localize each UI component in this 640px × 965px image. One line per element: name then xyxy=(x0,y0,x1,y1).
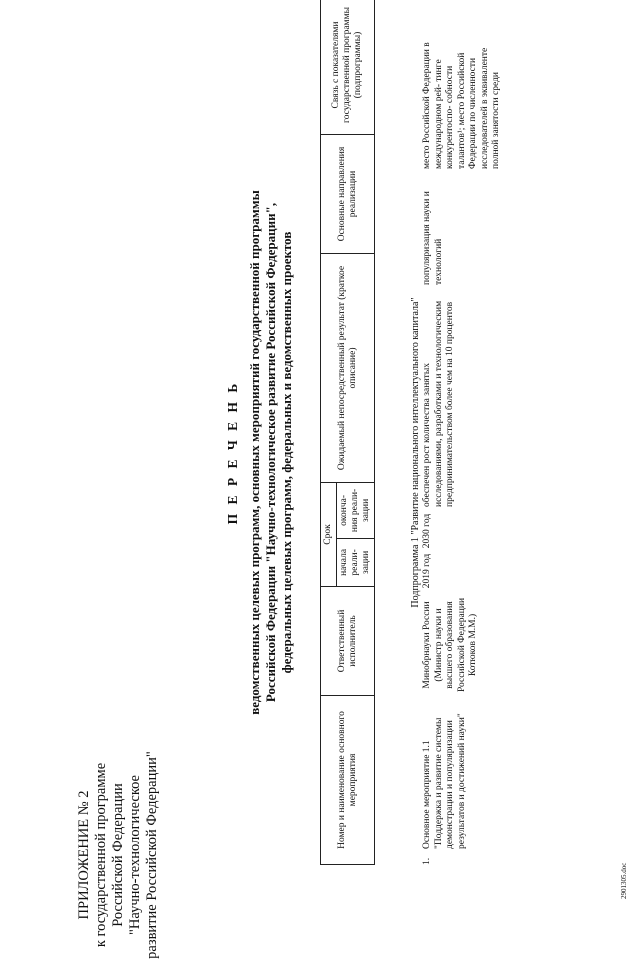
row-result: обеспечен рост количества занятых исследованиями, разработками и технологическим предпринимательством более чем на 10 процентов xyxy=(422,300,455,507)
row-start: 2019 год xyxy=(422,553,432,589)
appendix-number: ПРИЛОЖЕНИЕ № 2 xyxy=(76,790,92,920)
subtitle-line: Российской Федерации "Научно-технологическое развитие Российской Федерации", xyxy=(263,202,278,703)
row-end: 2030 год xyxy=(422,513,432,549)
row-executor: Минобрнауки России (Министр науки и высшего образования Российской Федерации Котюков М.М.) xyxy=(422,597,478,693)
row-number: 1. xyxy=(422,857,432,865)
appendix-header xyxy=(76,745,161,965)
appendix-line: к государственной программе xyxy=(93,762,109,948)
measures-table-header xyxy=(320,0,375,865)
document-title: П Е Р Е Ч Е Н Ь xyxy=(225,380,240,525)
row-link: место Российской Федерации в международном рей- тинге конкурентоспо- собности талантов¹; место Российской Федерации по численности исследователей в эквиваленте полной занятости среди xyxy=(422,42,501,169)
header-end: оконча- ния реали- зации xyxy=(337,483,375,539)
appendix-line: Российской Федерации xyxy=(110,783,126,927)
document-subtitle xyxy=(247,0,295,905)
row-directions: популяризация науки и технологий xyxy=(422,191,444,285)
subtitle-line: ведомственных целевых программ, основных мероприятий государственной программы xyxy=(247,190,262,715)
header-link: Связь с показателями государственной программы (подпрограммы) xyxy=(321,0,375,135)
header-term: Срок xyxy=(321,483,337,587)
appendix-line: развитие Российской Федерации" xyxy=(144,751,160,959)
footer-filename: 2901305.doc xyxy=(620,862,628,899)
header-start: начала реали- зации xyxy=(337,538,375,586)
header-name: Номер и наименование основного мероприятия xyxy=(321,696,375,865)
row-name: Основное мероприятие 1.1 "Поддержка и развитие системы демонстрации и популяризации результатов и достижений науки" xyxy=(422,713,467,849)
header-directions: Основные направления реализации xyxy=(321,135,375,254)
subtitle-line: федеральных целевых программ, федеральных и ведомственных проектов xyxy=(279,231,294,674)
header-executor: Ответственный исполнитель xyxy=(321,587,375,696)
subprogram-title: Подпрограмма 1 "Развитие национального интеллектуального капитала" xyxy=(410,297,421,608)
header-result: Ожидаемый непосредственный результат (краткое описание) xyxy=(321,254,375,483)
appendix-line: "Научно-технологическое xyxy=(127,775,143,936)
